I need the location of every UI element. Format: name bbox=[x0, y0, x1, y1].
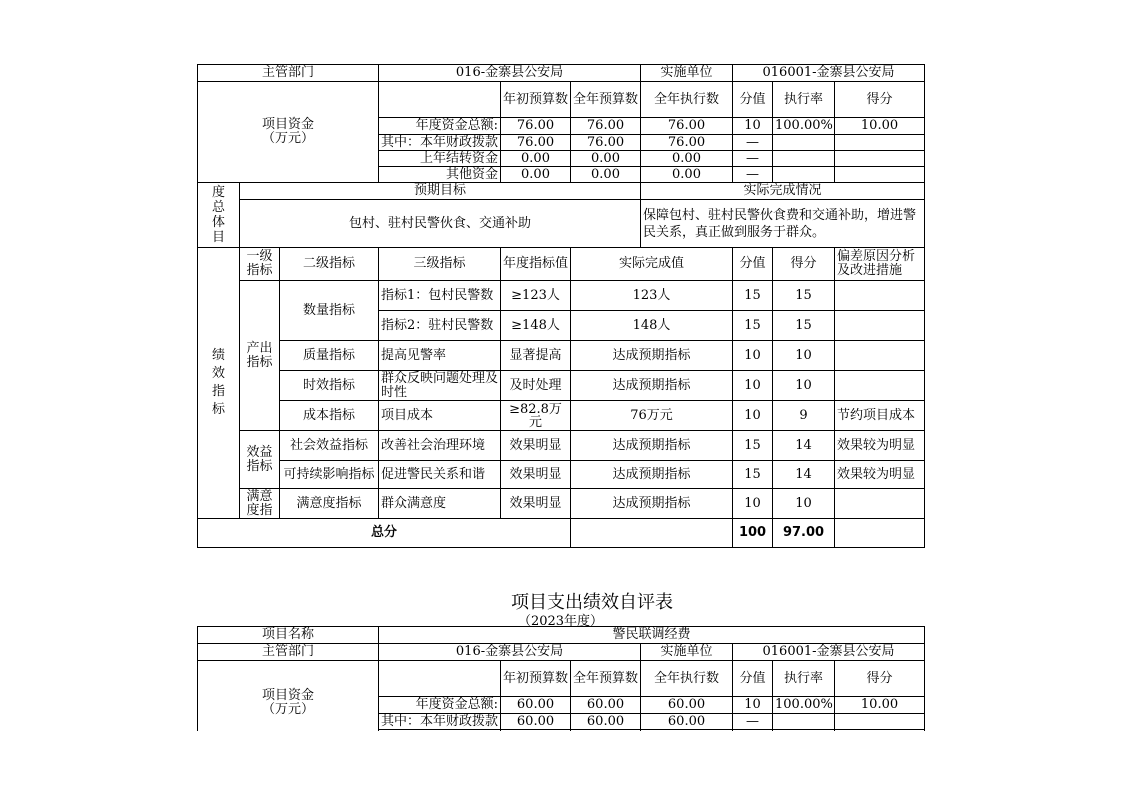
cell: 0.00 bbox=[641, 167, 733, 183]
level3-cell: 群众满意度 bbox=[379, 489, 501, 519]
target-cell: 效果明显 bbox=[501, 431, 571, 461]
cell: 60.00 bbox=[501, 714, 571, 730]
level3-cell: 指标2：驻村民警数 bbox=[379, 311, 501, 341]
performance-table-1 bbox=[197, 64, 925, 548]
expected-goal: 包村、驻村民警伙食、交通补助 bbox=[240, 200, 641, 248]
got-cell: 9 bbox=[773, 401, 835, 431]
score-cell: 15 bbox=[733, 311, 773, 341]
performance-table-2 bbox=[197, 626, 925, 731]
cell: 0.00 bbox=[501, 167, 571, 183]
target-cell: 效果明显 bbox=[501, 461, 571, 489]
level2-cell: 满意度指标 bbox=[280, 489, 379, 519]
header-full-budget: 全年预算数 bbox=[571, 82, 641, 118]
cell: — bbox=[733, 135, 773, 151]
target-cell: ≥123人 bbox=[501, 281, 571, 311]
header-score: 分值 bbox=[733, 248, 773, 281]
target-cell: 显著提高 bbox=[501, 341, 571, 371]
target-cell: ≥82.8万元 bbox=[501, 401, 571, 431]
cell: 60.00 bbox=[571, 714, 641, 730]
header-level1: 一级指标 bbox=[240, 248, 280, 281]
cell: 100.00% bbox=[773, 118, 835, 135]
got-cell: 14 bbox=[773, 461, 835, 489]
level2-cell: 时效指标 bbox=[280, 371, 379, 401]
level3-cell: 提高见警率 bbox=[379, 341, 501, 371]
cell: 10.00 bbox=[835, 118, 925, 135]
target-cell: 效果明显 bbox=[501, 489, 571, 519]
dept-value: 016-金寨县公安局 bbox=[379, 644, 641, 661]
actual-cell: 148人 bbox=[571, 311, 733, 341]
got-cell: 10 bbox=[773, 489, 835, 519]
cell: 0.00 bbox=[641, 151, 733, 167]
row-other-label: 其他资金 bbox=[379, 167, 501, 183]
actual-cell: 达成预期指标 bbox=[571, 489, 733, 519]
unit-value: 016001-金寨县公安局 bbox=[733, 65, 925, 82]
score-cell: 15 bbox=[733, 431, 773, 461]
level3-cell: 促进警民关系和谐 bbox=[379, 461, 501, 489]
cell: 0.00 bbox=[501, 151, 571, 167]
total-score: 100 bbox=[733, 519, 773, 548]
performance-indicator-label: 绩 效 指 标 bbox=[198, 248, 240, 519]
page-subtitle: （2023年度） bbox=[517, 614, 604, 629]
cell: — bbox=[733, 714, 773, 730]
level3-cell: 群众反映问题处理及时性 bbox=[379, 371, 501, 401]
cell: 60.00 bbox=[501, 697, 571, 714]
project-name: 警民联调经费 bbox=[379, 627, 925, 644]
cell bbox=[773, 714, 835, 730]
score-cell: 10 bbox=[733, 489, 773, 519]
unit-label: 实施单位 bbox=[641, 644, 733, 661]
cell bbox=[571, 730, 641, 732]
level2-cell: 可持续影响指标 bbox=[280, 461, 379, 489]
score-cell: 10 bbox=[733, 341, 773, 371]
cell: 10 bbox=[733, 118, 773, 135]
level3-cell: 项目成本 bbox=[379, 401, 501, 431]
level3-cell: 指标1：包村民警数 bbox=[379, 281, 501, 311]
header-full-budget: 全年预算数 bbox=[571, 661, 641, 697]
cell: 60.00 bbox=[641, 714, 733, 730]
row-carry-label: 上年结转资金 bbox=[379, 151, 501, 167]
header-initial-budget: 年初预算数 bbox=[501, 82, 571, 118]
row-fiscal-label: 其中：本年财政拨款 bbox=[379, 135, 501, 151]
dept-value: 016-金寨县公安局 bbox=[379, 65, 641, 82]
reason-cell bbox=[835, 341, 925, 371]
cell: 0.00 bbox=[571, 167, 641, 183]
cell: 76.00 bbox=[571, 118, 641, 135]
cell: 0.00 bbox=[571, 151, 641, 167]
actual-cell: 76万元 bbox=[571, 401, 733, 431]
total-blank bbox=[571, 519, 733, 548]
category-output: 产出 指标 bbox=[240, 281, 280, 431]
cell bbox=[379, 730, 501, 732]
blank-cell bbox=[379, 82, 501, 118]
cell: — bbox=[733, 151, 773, 167]
funds-label: 项目资金 （万元） bbox=[198, 82, 379, 183]
actual-cell: 达成预期指标 bbox=[571, 371, 733, 401]
level2-cell: 成本指标 bbox=[280, 401, 379, 431]
unit-label: 实施单位 bbox=[641, 65, 733, 82]
score-cell: 15 bbox=[733, 461, 773, 489]
reason-cell: 效果较为明显 bbox=[835, 461, 925, 489]
reason-cell: 效果较为明显 bbox=[835, 431, 925, 461]
expected-goal-label: 预期目标 bbox=[240, 183, 641, 200]
header-level3: 三级指标 bbox=[379, 248, 501, 281]
header-execution: 全年执行数 bbox=[641, 82, 733, 118]
reason-cell bbox=[835, 281, 925, 311]
level2-cell: 质量指标 bbox=[280, 341, 379, 371]
actual-cell: 达成预期指标 bbox=[571, 341, 733, 371]
reason-cell bbox=[835, 311, 925, 341]
category-satisfaction: 满意 度指 bbox=[240, 489, 280, 519]
level2-quantity: 数量指标 bbox=[280, 281, 379, 341]
actual-cell: 123人 bbox=[571, 281, 733, 311]
cell: 76.00 bbox=[571, 135, 641, 151]
target-cell: ≥148人 bbox=[501, 311, 571, 341]
cell bbox=[835, 151, 925, 167]
cell: 10 bbox=[733, 697, 773, 714]
unit-value: 016001-金寨县公安局 bbox=[733, 644, 925, 661]
header-target: 年度指标值 bbox=[501, 248, 571, 281]
level2-cell: 社会效益指标 bbox=[280, 431, 379, 461]
got-cell: 10 bbox=[773, 341, 835, 371]
row-total-label: 年度资金总额: bbox=[379, 118, 501, 135]
category-benefit: 效益 指标 bbox=[240, 431, 280, 489]
cell: 76.00 bbox=[501, 135, 571, 151]
funds-label: 项目资金 （万元） bbox=[198, 661, 379, 732]
header-score: 分值 bbox=[733, 82, 773, 118]
reason-cell bbox=[835, 489, 925, 519]
total-label: 总分 bbox=[198, 519, 571, 548]
got-cell: 14 bbox=[773, 431, 835, 461]
score-cell: 10 bbox=[733, 401, 773, 431]
blank-cell bbox=[379, 661, 501, 697]
level3-cell: 改善社会治理环境 bbox=[379, 431, 501, 461]
header-reason: 偏差原因分析及改进措施 bbox=[835, 248, 925, 281]
cell bbox=[835, 730, 925, 732]
cell bbox=[773, 135, 835, 151]
cell bbox=[835, 135, 925, 151]
table-2-viewport bbox=[190, 626, 930, 731]
header-initial-budget: 年初预算数 bbox=[501, 661, 571, 697]
total-reason bbox=[835, 519, 925, 548]
page-title: 项目支出绩效自评表 bbox=[511, 592, 673, 613]
actual-cell: 达成预期指标 bbox=[571, 431, 733, 461]
actual-completion: 保障包村、驻村民警伙食费和交通补助，增进警民关系，真正做到服务于群众。 bbox=[641, 200, 925, 248]
cell bbox=[773, 151, 835, 167]
header-got: 得分 bbox=[835, 82, 925, 118]
total-got: 97.00 bbox=[773, 519, 835, 548]
cell bbox=[641, 730, 733, 732]
score-cell: 10 bbox=[733, 371, 773, 401]
dept-label: 主管部门 bbox=[198, 644, 379, 661]
cell: 60.00 bbox=[571, 697, 641, 714]
cell bbox=[835, 167, 925, 183]
actual-completion-label: 实际完成情况 bbox=[641, 183, 925, 200]
header-level2: 二级指标 bbox=[280, 248, 379, 281]
header-got: 得分 bbox=[773, 248, 835, 281]
score-cell: 15 bbox=[733, 281, 773, 311]
target-cell: 及时处理 bbox=[501, 371, 571, 401]
got-cell: 15 bbox=[773, 281, 835, 311]
cell: 10.00 bbox=[835, 697, 925, 714]
overall-goal-label: 度 总 体 目 bbox=[198, 183, 240, 248]
actual-cell: 达成预期指标 bbox=[571, 461, 733, 489]
cell bbox=[835, 714, 925, 730]
header-score: 分值 bbox=[733, 661, 773, 697]
cell bbox=[773, 167, 835, 183]
project-name-label: 项目名称 bbox=[198, 627, 379, 644]
cell: 76.00 bbox=[501, 118, 571, 135]
got-cell: 10 bbox=[773, 371, 835, 401]
cell: 76.00 bbox=[641, 118, 733, 135]
reason-cell bbox=[835, 371, 925, 401]
header-rate: 执行率 bbox=[773, 82, 835, 118]
header-execution: 全年执行数 bbox=[641, 661, 733, 697]
cell: — bbox=[733, 167, 773, 183]
reason-cell: 节约项目成本 bbox=[835, 401, 925, 431]
cell bbox=[773, 730, 835, 732]
header-rate: 执行率 bbox=[773, 661, 835, 697]
cell bbox=[501, 730, 571, 732]
header-actual: 实际完成值 bbox=[571, 248, 733, 281]
cell: 60.00 bbox=[641, 697, 733, 714]
cell bbox=[733, 730, 773, 732]
dept-label: 主管部门 bbox=[198, 65, 379, 82]
cell: 76.00 bbox=[641, 135, 733, 151]
got-cell: 15 bbox=[773, 311, 835, 341]
row-fiscal-label: 其中：本年财政拨款 bbox=[379, 714, 501, 730]
row-total-label: 年度资金总额: bbox=[379, 697, 501, 714]
cell: 100.00% bbox=[773, 697, 835, 714]
header-got: 得分 bbox=[835, 661, 925, 697]
